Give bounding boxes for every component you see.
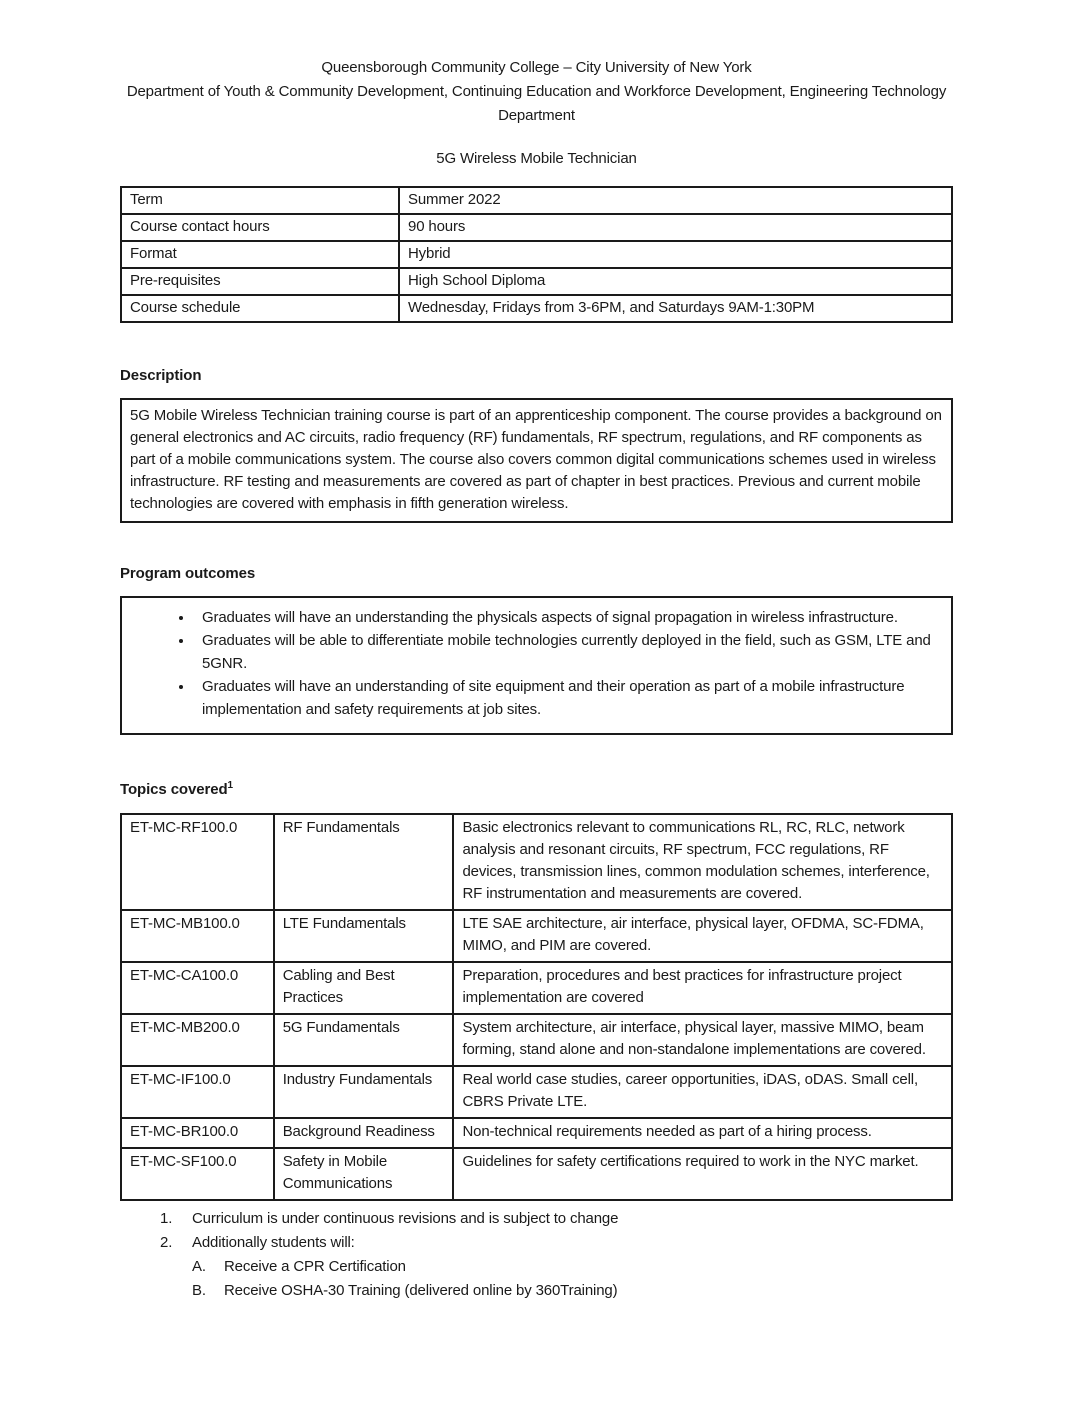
course-info-table xyxy=(120,186,953,323)
topic-description: LTE SAE architecture, air interface, physical layer, OFDMA, SC-FDMA, MIMO, and PIM are covered. xyxy=(453,910,952,962)
topic-title: Cabling and Best Practices xyxy=(274,962,454,1014)
list-item: • Graduates will have an understanding of site equipment and their operation as part of a mobile infrastructure implementation and safety requirements at job sites. xyxy=(194,675,943,721)
topic-description: Real world case studies, career opportunities, iDAS, oDAS. Small cell, CBRS Private LTE. xyxy=(453,1066,952,1118)
table-row xyxy=(121,187,952,214)
list-item: • Graduates will have an understanding the physicals aspects of signal propagation in wireless infrastructure. xyxy=(194,606,943,629)
topic-title: RF Fundamentals xyxy=(274,814,454,910)
topic-description: Preparation, procedures and best practices for infrastructure project implementation are covered xyxy=(453,962,952,1014)
footnote-item xyxy=(160,1231,953,1255)
table-row xyxy=(121,1014,952,1066)
topic-code: ET-MC-BR100.0 xyxy=(121,1118,274,1148)
info-label: Format xyxy=(121,241,399,268)
topic-code: ET-MC-RF100.0 xyxy=(121,814,274,910)
course-title: 5G Wireless Mobile Technician xyxy=(436,150,637,167)
table-row xyxy=(121,910,952,962)
department-line: Department of Youth & Community Development, Continuing Education and Workforce Development, Engineering Technology Department xyxy=(126,83,947,124)
footnote-subitem xyxy=(192,1279,953,1303)
table-row xyxy=(121,241,952,268)
topic-code: ET-MC-SF100.0 xyxy=(121,1148,274,1200)
footnote-number: 2. xyxy=(160,1234,173,1251)
footnote-letter: A. xyxy=(192,1258,206,1275)
table-row xyxy=(121,1066,952,1118)
info-label: Course contact hours xyxy=(121,214,399,241)
footnote-subitem xyxy=(192,1255,953,1279)
footnote-letter: B. xyxy=(192,1282,206,1299)
footnote-text: Receive OSHA-30 Training (delivered online by 360Training) xyxy=(224,1282,618,1299)
description-text: 5G Mobile Wireless Technician training course is part of an apprenticeship component. The course provides a background on general electronics and AC circuits, radio frequency (RF) fundamentals, RF spectrum, regulations, and RF components as part of a mobile communications system. The course also covers common digital communications schemes used in wireless infrastructure. RF testing and measurements are covered as part of chapter in best practices. Previous and current mobile technologies are covered with emphasis in fifth generation wireless. xyxy=(130,407,942,512)
institution-line: Queensborough Community College – City University of New York xyxy=(321,59,752,76)
program-outcomes-box xyxy=(120,596,953,735)
list-item: • Graduates will be able to differentiate mobile technologies currently deployed in the field, such as GSM, LTE and 5GNR. xyxy=(194,629,943,675)
info-value: High School Diploma xyxy=(399,268,952,295)
topics-table xyxy=(120,813,953,1201)
info-value: Hybrid xyxy=(399,241,952,268)
footnote-item xyxy=(160,1207,953,1231)
program-outcomes-heading: Program outcomes xyxy=(120,565,256,582)
topic-description: Guidelines for safety certifications required to work in the NYC market. xyxy=(453,1148,952,1200)
footnote-text: Additionally students will: xyxy=(192,1234,355,1251)
table-row xyxy=(121,295,952,322)
table-row xyxy=(121,814,952,910)
topics-heading-text: Topics covered xyxy=(120,781,228,798)
topics-covered-heading xyxy=(120,779,953,801)
description-heading: Description xyxy=(120,367,202,384)
topic-code: ET-MC-IF100.0 xyxy=(121,1066,274,1118)
footnote-text: Curriculum is under continuous revisions and is subject to change xyxy=(192,1210,619,1227)
info-value: Summer 2022 xyxy=(399,187,952,214)
topic-description: Non-technical requirements needed as part of a hiring process. xyxy=(453,1118,952,1148)
topic-description: System architecture, air interface, physical layer, massive MIMO, beam forming, stand alone and non-standalone implementations are covered. xyxy=(453,1014,952,1066)
info-label: Term xyxy=(121,187,399,214)
info-value: Wednesday, Fridays from 3-6PM, and Saturdays 9AM-1:30PM xyxy=(399,295,952,322)
footnote-reference: 1 xyxy=(227,780,233,791)
topic-code: ET-MC-MB100.0 xyxy=(121,910,274,962)
document-header xyxy=(120,56,953,128)
topic-title: LTE Fundamentals xyxy=(274,910,454,962)
topic-code: ET-MC-CA100.0 xyxy=(121,962,274,1014)
footnotes-list xyxy=(160,1207,953,1303)
topic-code: ET-MC-MB200.0 xyxy=(121,1014,274,1066)
topic-title: Background Readiness xyxy=(274,1118,454,1148)
topic-description: Basic electronics relevant to communications RL, RC, RLC, network analysis and resonant circuits, RF spectrum, FCC regulations, RF devices, transmission lines, common modulation schemes, interference, RF instrumentation and measurements are covered. xyxy=(453,814,952,910)
program-outcomes-list xyxy=(194,606,943,721)
info-value: 90 hours xyxy=(399,214,952,241)
topic-title: Industry Fundamentals xyxy=(274,1066,454,1118)
table-row xyxy=(121,1118,952,1148)
table-row xyxy=(121,1148,952,1200)
table-row xyxy=(121,214,952,241)
table-row xyxy=(121,268,952,295)
info-label: Course schedule xyxy=(121,295,399,322)
footnote-text: Receive a CPR Certification xyxy=(224,1258,406,1275)
topic-title: 5G Fundamentals xyxy=(274,1014,454,1066)
info-label: Pre-requisites xyxy=(121,268,399,295)
table-row xyxy=(121,962,952,1014)
topic-title: Safety in Mobile Communications xyxy=(274,1148,454,1200)
footnote-number: 1. xyxy=(160,1210,173,1227)
description-box xyxy=(120,398,953,523)
